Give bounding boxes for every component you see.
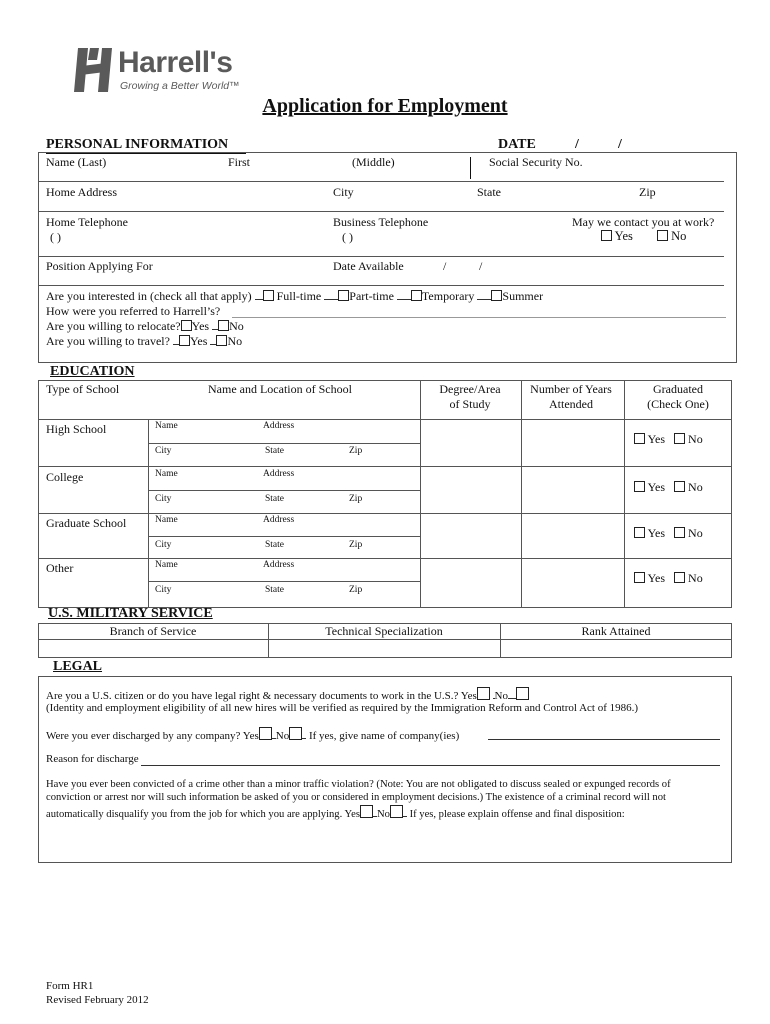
- home-address-label: Home Address: [46, 185, 117, 199]
- school-name-field[interactable]: [148, 536, 420, 537]
- discharged-question: Were you ever discharged by any company? Yes No If yes, give name of company(ies): [46, 727, 459, 742]
- full-time-checkbox-icon[interactable]: [263, 290, 274, 301]
- zip-field-label: Zip: [349, 585, 363, 595]
- column-header-type: Type of School: [46, 382, 120, 396]
- date-available-label: Date Available: [333, 259, 404, 273]
- date-available-slash: /: [443, 259, 447, 273]
- date-slash: /: [618, 137, 622, 152]
- position-label: Position Applying For: [46, 259, 153, 273]
- school-type-label: College: [46, 470, 84, 484]
- business-telephone-label: Business Telephone: [333, 215, 429, 229]
- referred-label: How were you referred to Harrell’s?: [46, 304, 221, 318]
- address-field-label: Address: [263, 421, 295, 431]
- branch-of-service-header: Branch of Service: [109, 624, 197, 638]
- contact-at-work-label: May we contact you at work?: [572, 215, 715, 229]
- name-field-label: Name: [155, 515, 178, 525]
- date-slash: /: [575, 137, 579, 152]
- home-telephone-label: Home Telephone: [46, 215, 128, 229]
- travel-no-checkbox-icon[interactable]: [216, 335, 227, 346]
- identity-note: (Identity and employment eligibility of all new hires will be verified as required by the Immigration Reform and Control Act of 1986.): [46, 702, 639, 714]
- state-field-label: State: [265, 494, 284, 504]
- graduated-options: Yes No: [634, 432, 703, 447]
- middle-name-label: (Middle): [352, 155, 395, 169]
- name-field-label: Name: [155, 469, 178, 479]
- name-field-label: Name: [155, 560, 178, 570]
- citizen-no-checkbox-icon[interactable]: [516, 687, 529, 700]
- travel-question: Are you willing to travel? Yes No: [46, 334, 243, 348]
- crime-question: automatically disqualify you from the job for which you are applying. Yes No If yes, please explain offense and final disposition:: [46, 805, 625, 820]
- zip-field-label: Zip: [349, 494, 363, 504]
- home-telephone-field[interactable]: ( ): [50, 230, 61, 244]
- column-header-graduated: Graduated: [653, 382, 703, 396]
- graduated-options: Yes No: [634, 526, 703, 541]
- travel-yes-checkbox-icon[interactable]: [179, 335, 190, 346]
- crime-text-line: Have you ever been convicted of a crime other than a minor traffic violation? (Note: You are not obligated to discuss sealed or expunged records of: [46, 779, 671, 790]
- section-heading-education: EDUCATION: [50, 364, 135, 379]
- summer-checkbox-icon[interactable]: [491, 290, 502, 301]
- state-field-label: State: [265, 446, 284, 456]
- position-field[interactable]: [38, 285, 724, 286]
- graduated-yes-checkbox-icon[interactable]: [634, 433, 645, 444]
- school-name-field[interactable]: [148, 581, 420, 582]
- section-heading-legal: LEGAL: [53, 659, 103, 674]
- city-field-label: City: [155, 540, 172, 550]
- crime-no-checkbox-icon[interactable]: [390, 805, 403, 818]
- first-name-label: First: [228, 155, 251, 169]
- temporary-checkbox-icon[interactable]: [411, 290, 422, 301]
- state-label: State: [477, 185, 501, 199]
- business-telephone-field[interactable]: ( ): [342, 230, 353, 244]
- name-last-label: Name (Last): [46, 155, 107, 169]
- column-header-degree: Degree/Area: [439, 382, 501, 396]
- citizen-yes-checkbox-icon[interactable]: [477, 687, 490, 700]
- home-address-field[interactable]: [38, 211, 724, 212]
- part-time-checkbox-icon[interactable]: [338, 290, 349, 301]
- education-table: [38, 380, 732, 608]
- harrells-logo-mark-icon: [72, 46, 118, 94]
- school-type-label: High School: [46, 422, 107, 436]
- zip-field-label: Zip: [349, 446, 363, 456]
- school-name-field[interactable]: [148, 490, 420, 491]
- school-type-label: Graduate School: [46, 516, 127, 530]
- relocate-no-checkbox-icon[interactable]: [218, 320, 229, 331]
- graduated-yes-checkbox-icon[interactable]: [634, 527, 645, 538]
- address-field-label: Address: [263, 515, 295, 525]
- city-field-label: City: [155, 446, 172, 456]
- address-field-label: Address: [263, 469, 295, 479]
- city-label: City: [333, 185, 354, 199]
- graduated-no-checkbox-icon[interactable]: [674, 527, 685, 538]
- column-header-years: Attended: [549, 397, 593, 411]
- graduated-no-checkbox-icon[interactable]: [674, 572, 685, 583]
- graduated-yes-checkbox-icon[interactable]: [634, 572, 645, 583]
- city-field-label: City: [155, 494, 172, 504]
- discharged-yes-checkbox-icon[interactable]: [259, 727, 272, 740]
- page-title: Application for Employment: [262, 95, 508, 117]
- reason-field[interactable]: [141, 765, 720, 766]
- school-type-label: Other: [46, 561, 74, 575]
- crime-explanation-field[interactable]: [46, 822, 726, 860]
- graduated-no-checkbox-icon[interactable]: [674, 481, 685, 492]
- revision-date: Revised February 2012: [46, 994, 149, 1006]
- reason-label: Reason for discharge: [46, 753, 139, 765]
- citizen-question: Are you a U.S. citizen or do you have legal right & necessary documents to work in the U.S.? Yes No: [46, 687, 529, 702]
- city-field-label: City: [155, 585, 172, 595]
- discharged-no-checkbox-icon[interactable]: [289, 727, 302, 740]
- discharged-company-field[interactable]: [488, 739, 720, 740]
- graduated-yes-checkbox-icon[interactable]: [634, 481, 645, 492]
- relocate-yes-checkbox-icon[interactable]: [181, 320, 192, 331]
- date-label: DATE: [498, 137, 536, 152]
- checkbox-icon[interactable]: [657, 230, 668, 241]
- zip-field-label: Zip: [349, 540, 363, 550]
- military-entry-row[interactable]: [39, 640, 731, 657]
- graduated-no-checkbox-icon[interactable]: [674, 433, 685, 444]
- column-header-graduated: (Check One): [647, 397, 709, 411]
- referred-field[interactable]: [232, 317, 726, 318]
- ssn-label: Social Security No.: [489, 155, 583, 169]
- section-heading-personal: PERSONAL INFORMATION: [46, 137, 229, 152]
- column-header-name-location: Name and Location of School: [208, 382, 352, 396]
- form-number: Form HR1: [46, 980, 94, 992]
- telephone-field[interactable]: [38, 256, 724, 257]
- crime-text-line: conviction or arrest nor will such information be asked of you or considered in employment decisions.) The existence of a criminal record will not: [46, 792, 666, 803]
- state-field-label: State: [265, 540, 284, 550]
- rank-attained-header: Rank Attained: [581, 624, 651, 638]
- interested-question: Are you interested in (check all that apply) Full-time Part-time Temporary Summer: [46, 289, 544, 303]
- contact-no-option[interactable]: No: [657, 229, 686, 244]
- column-header-years: Number of Years: [530, 382, 612, 396]
- zip-label: Zip: [639, 185, 656, 199]
- name-field[interactable]: [38, 181, 724, 182]
- section-heading-military: U.S. MILITARY SERVICE: [48, 606, 213, 621]
- contact-yes-option[interactable]: Yes: [601, 229, 633, 244]
- name-field-label: Name: [155, 421, 178, 431]
- logo-tagline: Growing a Better World™: [120, 80, 240, 92]
- technical-specialization-header: Technical Specialization: [325, 624, 443, 638]
- graduated-options: Yes No: [634, 480, 703, 495]
- relocate-question: Are you willing to relocate? Yes No: [46, 319, 244, 333]
- graduated-options: Yes No: [634, 571, 703, 586]
- logo-wordmark: Harrell's: [118, 46, 233, 79]
- state-field-label: State: [265, 585, 284, 595]
- crime-yes-checkbox-icon[interactable]: [360, 805, 373, 818]
- checkbox-icon[interactable]: [601, 230, 612, 241]
- school-name-field[interactable]: [148, 443, 420, 444]
- address-field-label: Address: [263, 560, 295, 570]
- date-available-slash: /: [479, 259, 483, 273]
- column-header-degree: of Study: [449, 397, 491, 411]
